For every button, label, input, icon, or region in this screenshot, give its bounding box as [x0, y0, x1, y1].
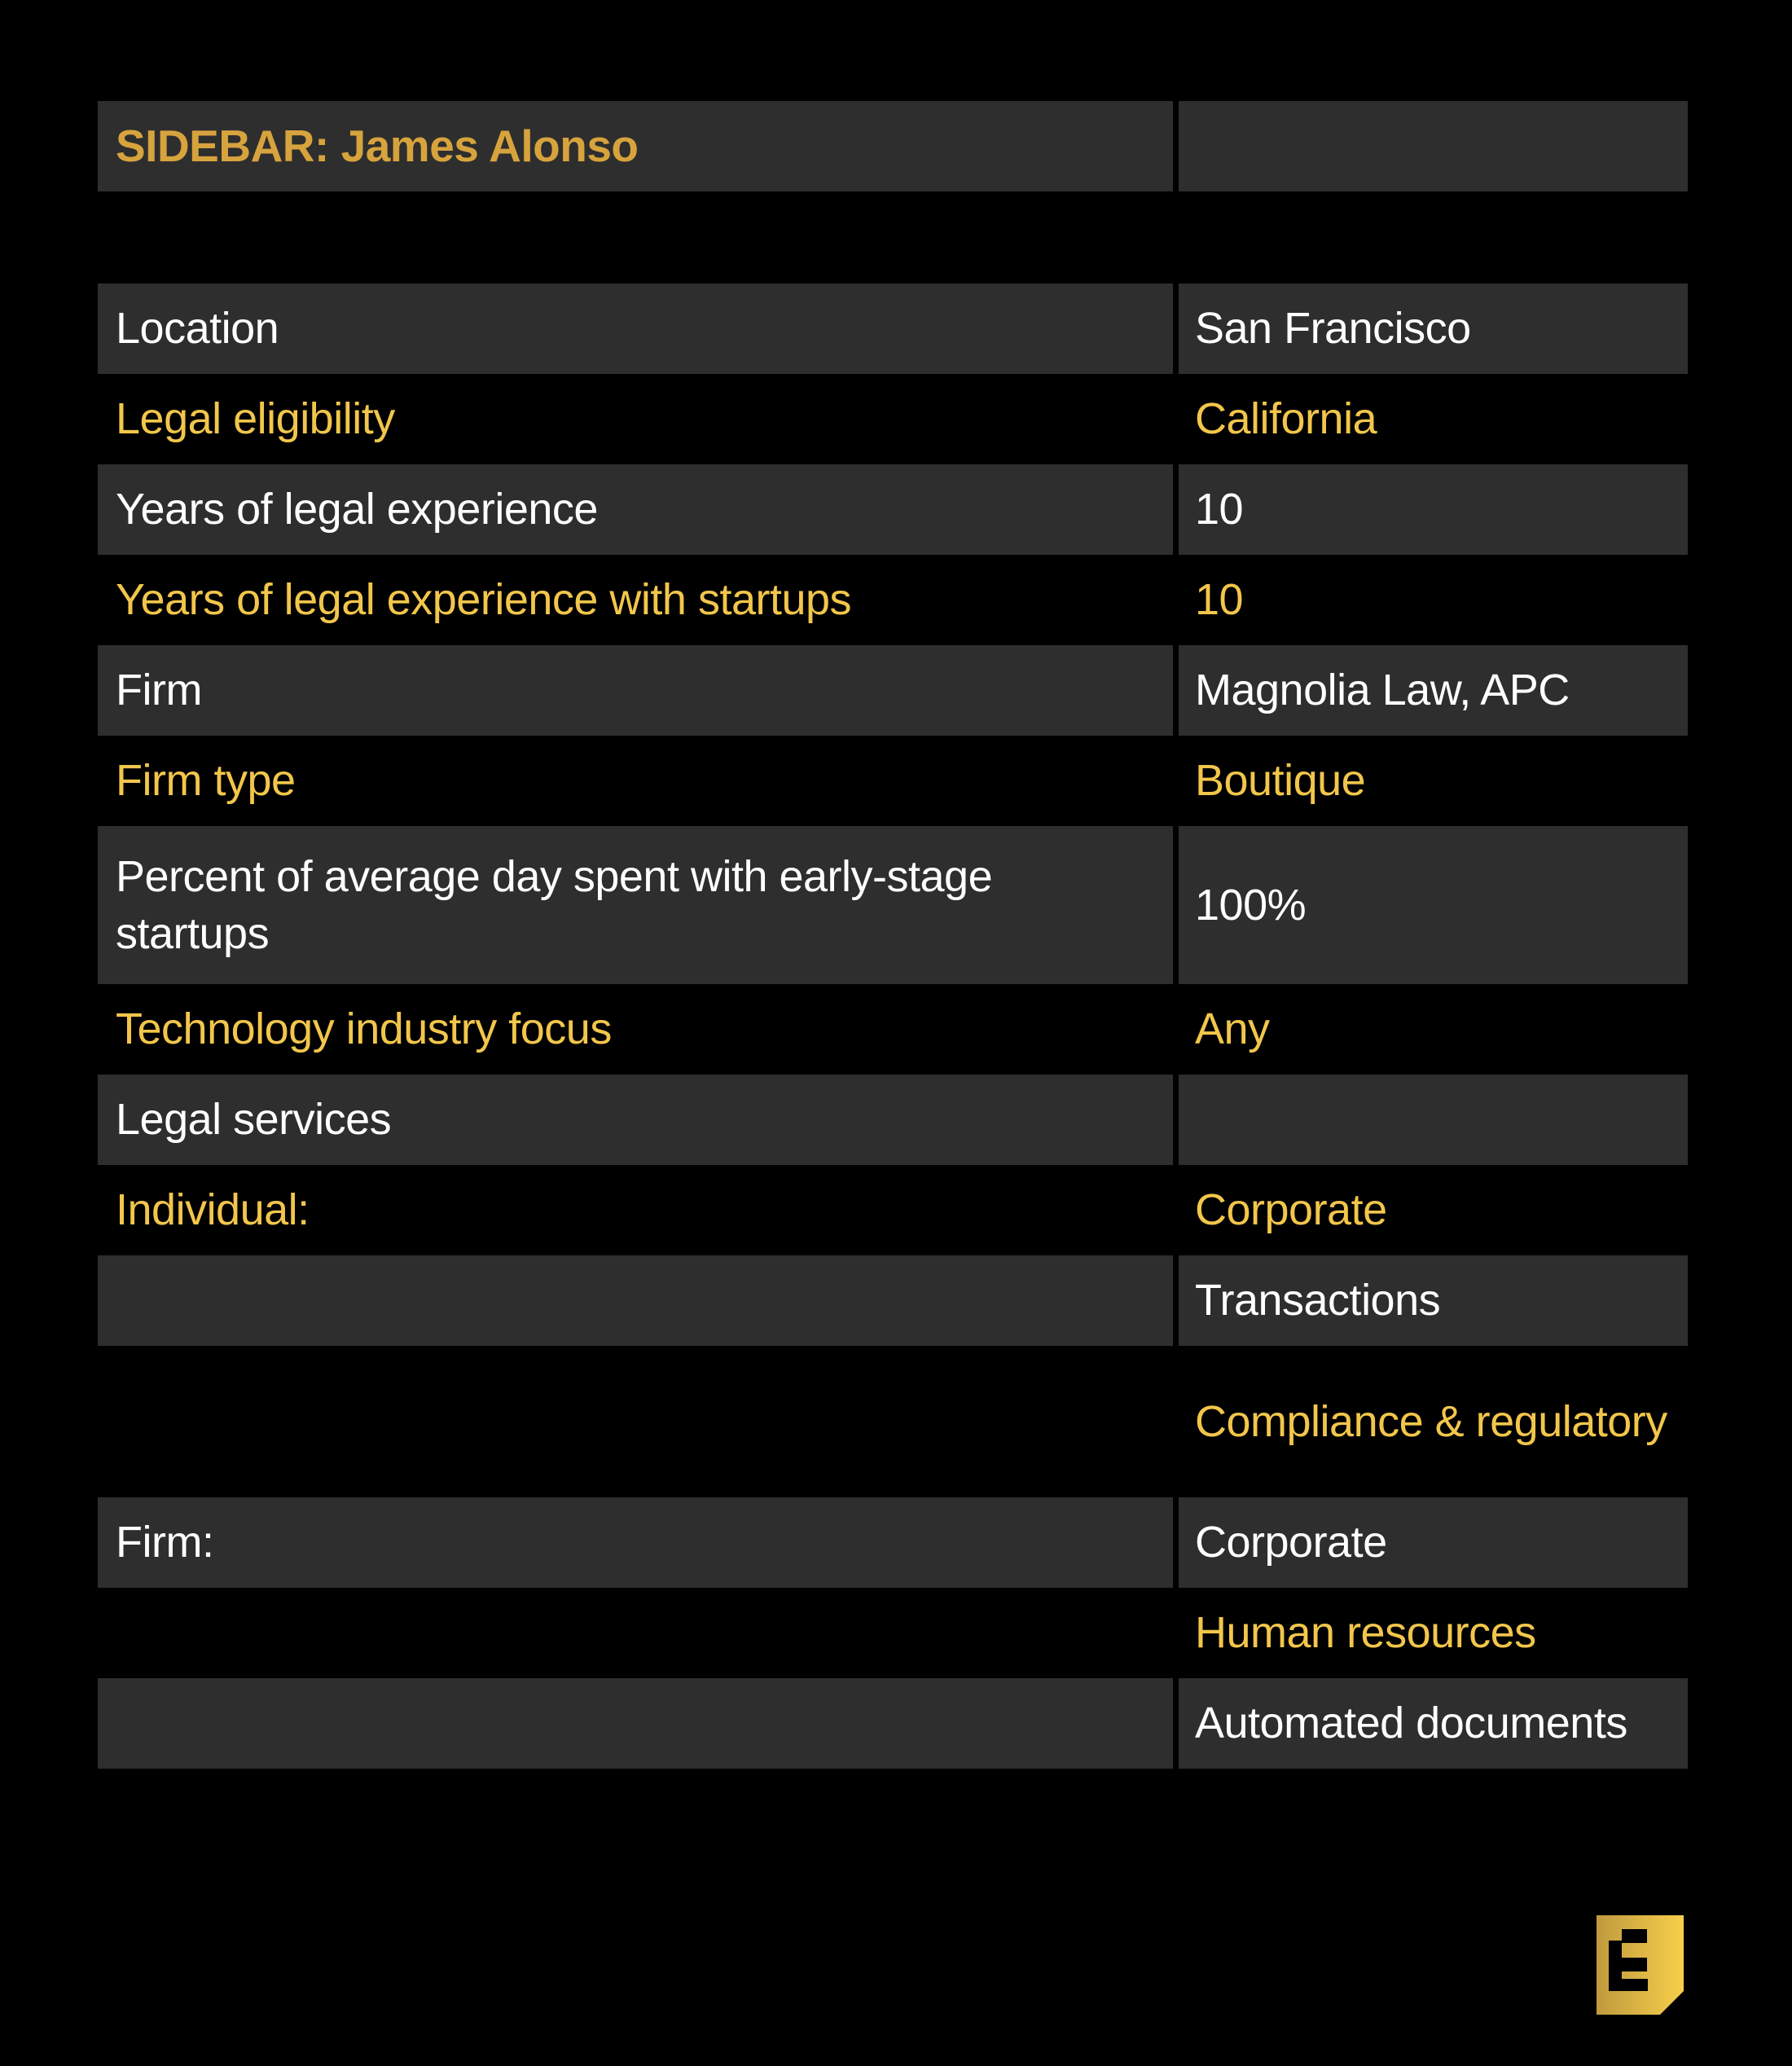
- row-label-cell: [98, 1588, 1173, 1678]
- row-label: Percent of average day spent with early-stage startups: [116, 851, 993, 958]
- row-value-cell: [1179, 374, 1688, 464]
- row-label-cell: [98, 374, 1173, 464]
- row-label: Location: [116, 304, 279, 354]
- table-row-automated-documents: [98, 1678, 1688, 1769]
- row-label: Years of legal experience: [116, 485, 598, 534]
- header-gap: [98, 191, 1688, 284]
- table-row-legal-eligibility: [98, 374, 1688, 464]
- row-value-cell: [1179, 826, 1688, 984]
- row-value-cell: [1179, 464, 1688, 555]
- row-value: Any: [1195, 1004, 1270, 1054]
- row-value: Automated documents: [1195, 1699, 1627, 1748]
- row-value-cell: [1179, 1075, 1688, 1165]
- page-title: SIDEBAR: James Alonso: [116, 120, 639, 171]
- row-label: Years of legal experience with startups: [116, 575, 852, 625]
- row-value: San Francisco: [1195, 304, 1471, 354]
- row-value: 10: [1195, 485, 1244, 534]
- row-value: Human resources: [1195, 1608, 1536, 1658]
- header-title-cell: [98, 101, 1173, 191]
- row-label: Firm: [116, 666, 202, 715]
- table-row-tech-focus: [98, 984, 1688, 1075]
- row-label: Firm type: [116, 756, 296, 806]
- row-value-cell: [1179, 984, 1688, 1075]
- row-label-cell: [98, 984, 1173, 1075]
- table-row-legal-services: [98, 1075, 1688, 1165]
- row-value: Compliance & regulatory: [1195, 1396, 1667, 1446]
- row-label-cell: [98, 1165, 1173, 1255]
- row-value: Magnolia Law, APC: [1195, 666, 1570, 715]
- table-row-compliance: [98, 1346, 1688, 1497]
- row-value: Transactions: [1195, 1276, 1441, 1325]
- row-value-cell: [1179, 1588, 1688, 1678]
- row-value: 100%: [1195, 880, 1307, 930]
- row-value-cell: [1179, 1497, 1688, 1588]
- row-value: Corporate: [1195, 1185, 1387, 1235]
- table-row-years-startup-experience: [98, 555, 1688, 645]
- table-row-years-experience: [98, 464, 1688, 555]
- row-value-cell: [1179, 1255, 1688, 1346]
- table-row-transactions: [98, 1255, 1688, 1346]
- table-row-location: [98, 284, 1688, 374]
- profile-table: [98, 101, 1688, 1769]
- row-label-cell: [98, 645, 1173, 736]
- table-row-firm: [98, 645, 1688, 736]
- row-label-cell: [98, 1346, 1173, 1497]
- row-label-cell: [98, 736, 1173, 826]
- row-label: Legal eligibility: [116, 394, 395, 444]
- row-label-cell: [98, 1075, 1173, 1165]
- table-row-percent-day: [98, 826, 1688, 984]
- row-label-cell: [98, 826, 1173, 984]
- table-row-firm-type: [98, 736, 1688, 826]
- gold-e-page-logo-icon: [1597, 1915, 1684, 2015]
- table-row-human-resources: [98, 1588, 1688, 1678]
- row-value-cell: [1179, 1165, 1688, 1255]
- row-value: California: [1195, 394, 1377, 444]
- row-value-cell: [1179, 1678, 1688, 1769]
- row-value-cell: [1179, 645, 1688, 736]
- row-label: Legal services: [116, 1095, 392, 1145]
- header-spacer-cell: [1179, 101, 1688, 191]
- row-value-cell: [1179, 736, 1688, 826]
- row-label-cell: [98, 1497, 1173, 1588]
- row-value-cell: [1179, 555, 1688, 645]
- row-value: Boutique: [1195, 756, 1366, 806]
- row-label-cell: [98, 555, 1173, 645]
- row-value-cell: [1179, 284, 1688, 374]
- row-label: Technology industry focus: [116, 1004, 612, 1054]
- row-value: Corporate: [1195, 1518, 1387, 1567]
- table-row-individual-services: [98, 1165, 1688, 1255]
- row-value: 10: [1195, 575, 1244, 625]
- row-label-cell: [98, 464, 1173, 555]
- row-label-cell: [98, 1678, 1173, 1769]
- table-row-firm-services: [98, 1497, 1688, 1588]
- row-label: Firm:: [116, 1518, 214, 1567]
- row-label-cell: [98, 1255, 1173, 1346]
- row-label-cell: [98, 284, 1173, 374]
- row-value-cell: [1179, 1346, 1688, 1497]
- header-row: [98, 101, 1688, 191]
- row-label: Individual:: [116, 1185, 310, 1235]
